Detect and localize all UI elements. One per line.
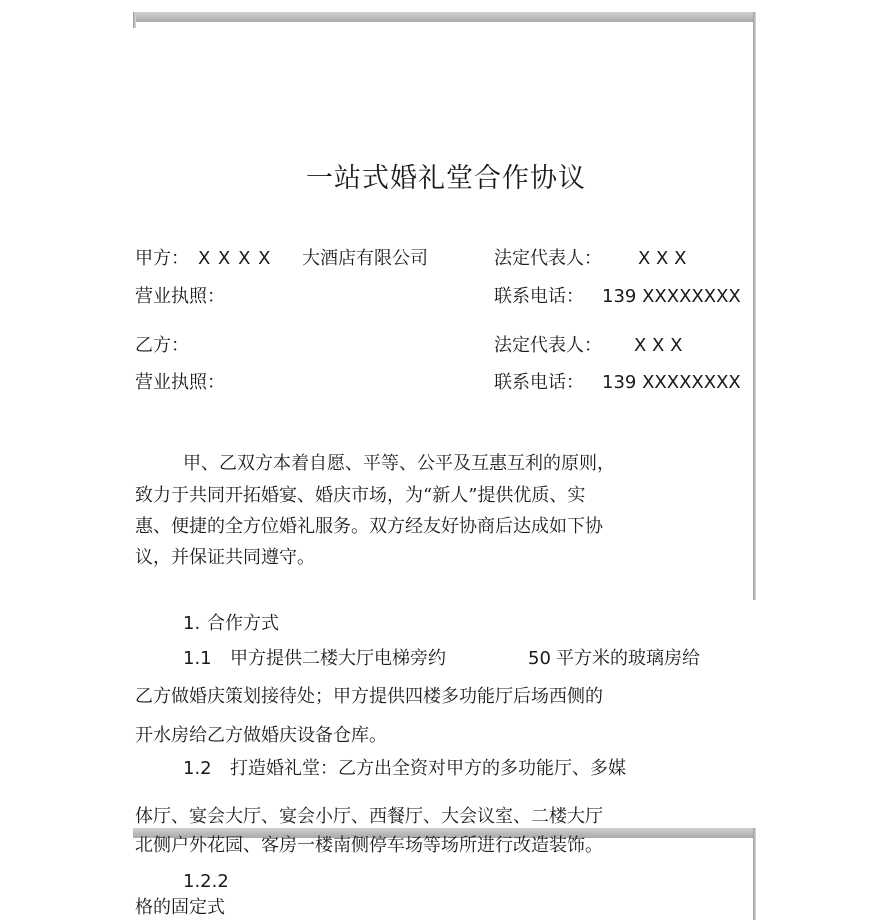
clause-text: 打造婚礼堂：乙方出全资对甲方的多功能厅、多媒: [230, 758, 626, 779]
intro-line: 议，并保证共同遵守。: [135, 547, 315, 568]
section-heading-text: 合作方式: [207, 613, 279, 634]
clause-text: 平方米的玻璃房给: [556, 648, 700, 669]
clause-line: 体厅、宴会大厅、宴会小厅、西餐厅、大会议室、二楼大厅: [135, 806, 603, 827]
party-b-phone-value: 139 XXXXXXXX: [602, 372, 741, 393]
clause-line: 乙方做婚庆策划接待处；甲方提供四楼多功能厅后场西侧的: [135, 686, 603, 707]
clause-line: 格的固定式: [135, 897, 225, 918]
document-title: 一站式婚礼堂合作协议: [306, 163, 586, 194]
page-top-edge: [133, 12, 755, 22]
clause-number: 1.2: [183, 758, 212, 779]
section-number: 1.: [183, 613, 201, 634]
intro-line: 惠、便捷的全方位婚礼服务。双方经友好协商后达成如下协: [135, 516, 603, 537]
clause-number: 1.2.2: [183, 871, 229, 892]
party-b-label: 乙方：: [135, 335, 189, 356]
page-right-edge: [753, 12, 756, 600]
clause-area-value: 50: [528, 648, 551, 669]
party-a-phone-value: 139 XXXXXXXX: [602, 286, 741, 307]
party-a-company: 大酒店有限公司: [302, 248, 428, 269]
clause-line: 开水房给乙方做婚庆设备仓库。: [135, 725, 387, 746]
clause-line: 北侧户外花园、客房一楼南侧停车场等场所进行改造装饰。: [135, 835, 603, 856]
party-b-rep-value: X X X: [634, 335, 683, 356]
party-b-phone-label: 联系电话：: [494, 372, 584, 393]
party-a-rep-label: 法定代表人：: [494, 248, 602, 269]
clause-text: 甲方提供二楼大厅电梯旁约: [230, 648, 446, 669]
party-a-rep-value: X X X: [638, 248, 687, 269]
next-page-right-edge: [753, 828, 756, 920]
intro-line: 甲、乙双方本着自愿、平等、公平及互惠互利的原则，: [183, 453, 615, 474]
party-a-label: 甲方：: [135, 248, 189, 269]
party-a-name-code: X X X X: [198, 248, 272, 269]
party-a-license-label: 营业执照：: [135, 286, 225, 307]
party-b-license-label: 营业执照：: [135, 372, 225, 393]
party-b-rep-label: 法定代表人：: [494, 335, 602, 356]
intro-line: 致力于共同开拓婚宴、婚庆市场，为“新人”提供优质、实: [135, 485, 586, 506]
clause-number: 1.1: [183, 648, 212, 669]
page-left-edge: [133, 12, 136, 28]
party-a-phone-label: 联系电话：: [494, 286, 584, 307]
